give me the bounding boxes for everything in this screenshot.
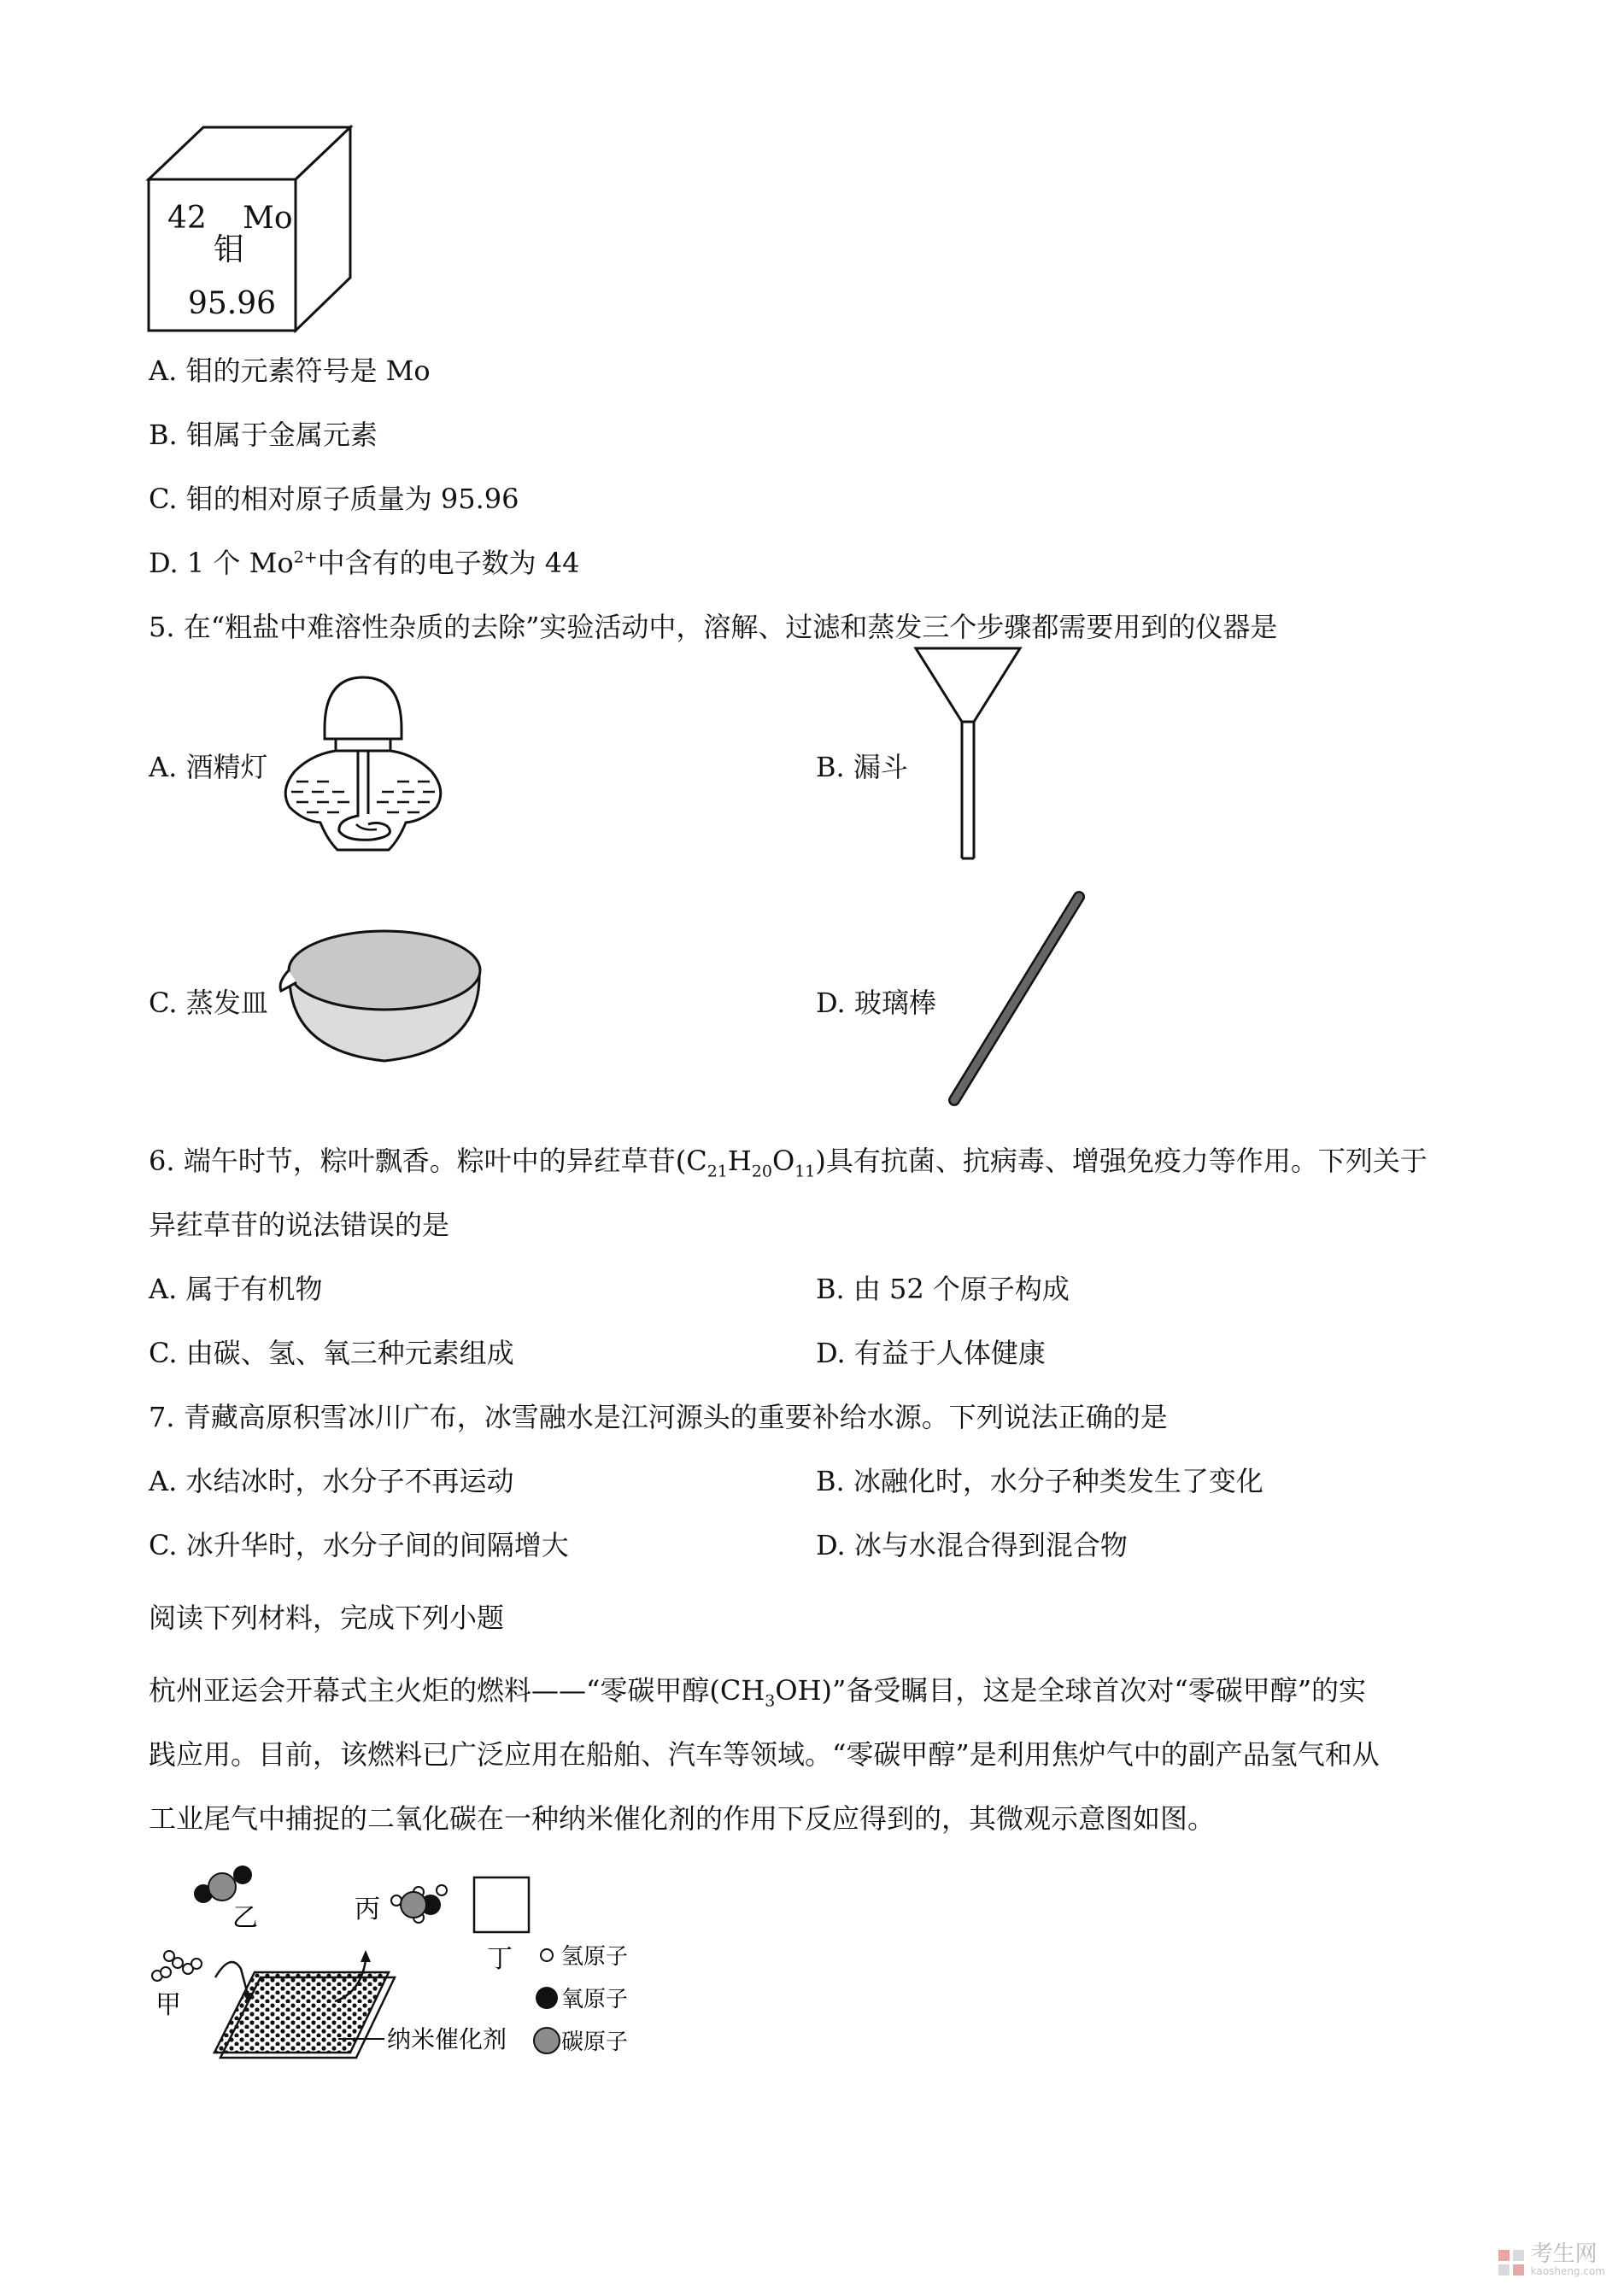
q5-option-c: C. 蒸发皿 <box>149 987 268 1019</box>
q5-stem: 5. 在“粗盐中难溶性杂质的去除”实验活动中，溶解、过滤和蒸发三个步骤都需要用到的仪器是 <box>149 611 1278 643</box>
methanol-molecule <box>391 1885 447 1923</box>
element-mass: 95.96 <box>188 286 277 321</box>
h2-molecules <box>152 1951 202 1981</box>
reading-para-line2: 践应用。目前，该燃料已广泛应用在船舶、汽车等领域。“零碳甲醇”是利用焦炉气中的副产品氢气和从 <box>149 1738 1380 1771</box>
evaporating-dish-icon <box>278 922 491 1068</box>
element-symbol: Mo <box>243 201 293 236</box>
q6-option-a: A. 属于有机物 <box>149 1273 323 1305</box>
formula-h: H <box>727 1145 752 1177</box>
q7-option-c: C. 冰升华时，水分子间的间隔增大 <box>149 1529 569 1561</box>
q6-option-d: D. 有益于人体健康 <box>816 1337 1046 1369</box>
label-jia: 甲 <box>155 1990 181 2020</box>
q4-option-d <box>149 546 580 580</box>
legend-oxygen: 氧原子 <box>561 1987 629 2012</box>
formula-sub-o: 11 <box>794 1162 816 1181</box>
alcohol-lamp-icon <box>278 671 449 858</box>
q7-option-b: B. 冰融化时，水分子种类发生了变化 <box>816 1465 1263 1497</box>
q6-stem-line2: 异荭草苷的说法错误的是 <box>149 1209 450 1241</box>
charge-superscript: 2+ <box>293 548 318 567</box>
q4-option-d-suffix: 中含有的电子数为 44 <box>317 547 580 579</box>
q4-option-a: A. 钼的元素符号是 Mo <box>149 354 431 387</box>
q6-stem-part-b: )具有抗菌、抗病毒、增强免疫力等作用。下列关于 <box>815 1145 1428 1177</box>
q6-option-b: B. 由 52 个原子构成 <box>816 1273 1070 1305</box>
reaction-diagram <box>137 1849 649 2071</box>
watermark-domain: kaosheng.com <box>1530 2265 1605 2277</box>
reading-line1-part-a: 杭州亚运会开幕式主火炬的燃料——“零碳甲醇(CH <box>149 1674 765 1707</box>
q5-option-b: B. 漏斗 <box>816 751 908 783</box>
reading-intro: 阅读下列材料，完成下列小题 <box>149 1602 505 1634</box>
watermark <box>1497 2243 1605 2277</box>
label-catalyst: 纳米催化剂 <box>387 2025 507 2053</box>
legend-hydrogen: 氢原子 <box>561 1944 629 1970</box>
element-name: 钼 <box>214 232 245 267</box>
q5-option-d: D. 玻璃棒 <box>816 987 936 1019</box>
label-ding: 丁 <box>487 1944 513 1974</box>
formula-sub-3: 3 <box>765 1691 776 1711</box>
element-number: 42 <box>167 201 207 236</box>
q5-option-a: A. 酒精灯 <box>149 751 268 783</box>
reading-para-line1 <box>149 1673 1367 1711</box>
formula-sub-h: 20 <box>751 1162 772 1181</box>
co2-molecule <box>194 1866 252 1903</box>
label-yi: 乙 <box>232 1903 258 1933</box>
reading-line1-part-b: OH)”备受瞩目，这是全球首次对“零碳甲醇”的实 <box>775 1674 1367 1707</box>
reading-para-line3: 工业尾气中捕捉的二氧化碳在一种纳米催化剂的作用下反应得到的，其微观示意图如图。 <box>149 1802 1216 1835</box>
empty-box <box>474 1877 529 1932</box>
kaosheng-logo-icon <box>1497 2248 1526 2277</box>
glass-rod-icon <box>944 888 1089 1110</box>
q6-stem-line1 <box>149 1144 1428 1181</box>
q4-option-c: C. 钼的相对原子质量为 95.96 <box>149 483 519 515</box>
formula-sub-c: 21 <box>706 1162 728 1181</box>
funnel-icon <box>912 645 1023 867</box>
q7-option-a: A. 水结冰时，水分子不再运动 <box>149 1465 514 1497</box>
q6-option-c: C. 由碳、氢、氧三种元素组成 <box>149 1337 514 1369</box>
legend-carbon: 碳原子 <box>561 2030 629 2055</box>
watermark-brand: 考生网 <box>1530 2241 1598 2267</box>
q7-option-d: D. 冰与水混合得到混合物 <box>816 1529 1128 1561</box>
q4-option-d-prefix: D. 1 个 Mo <box>149 547 294 579</box>
q7-stem: 7. 青藏高原积雪冰川广布，冰雪融水是江河源头的重要补给水源。下列说法正确的是 <box>149 1401 1168 1433</box>
label-bing: 丙 <box>355 1895 380 1924</box>
q4-option-b: B. 钼属于金属元素 <box>149 419 378 451</box>
q6-stem-part-a: 6. 端午时节，粽叶飘香。粽叶中的异荭草苷(C <box>149 1145 707 1177</box>
formula-o: O <box>771 1145 795 1177</box>
